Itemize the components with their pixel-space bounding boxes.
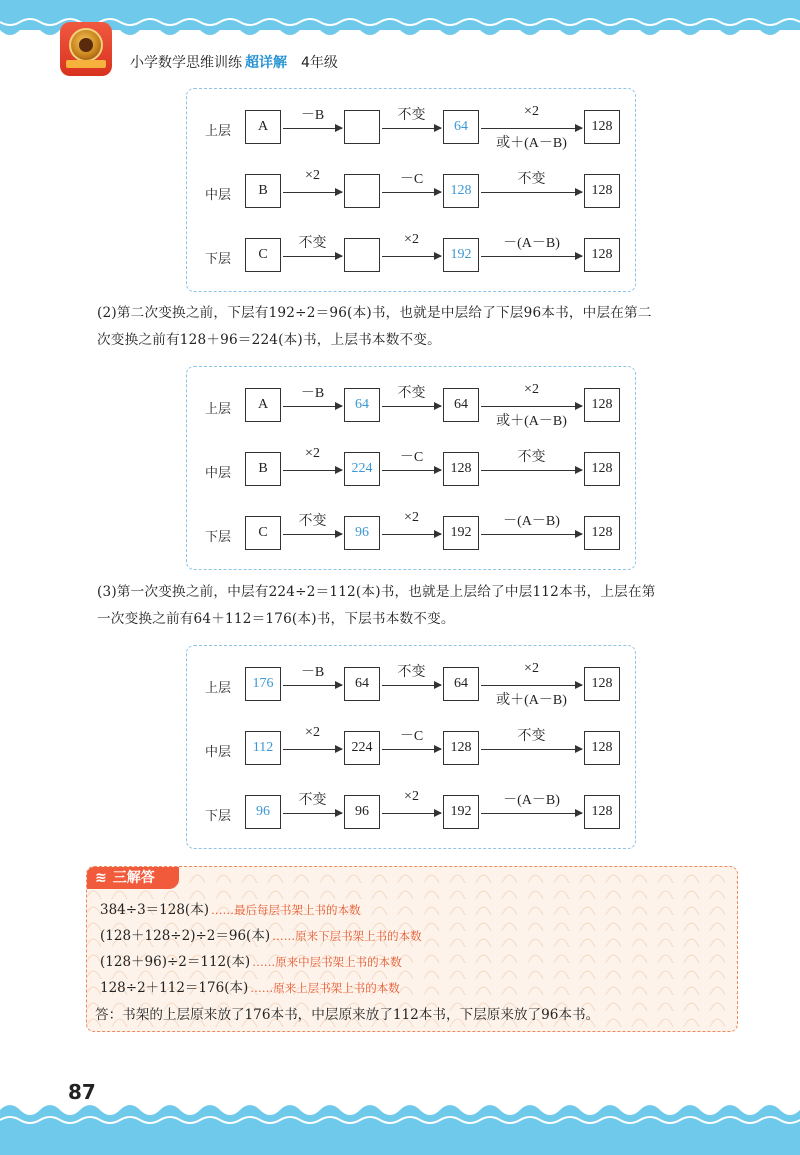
operation-alt-label: 或＋(A－B) (496, 414, 567, 429)
arrow-right-icon (283, 192, 342, 193)
value-box: 64 (443, 667, 479, 701)
value-box: C (245, 516, 281, 550)
arrow-right-icon (481, 128, 582, 129)
value-box: A (245, 388, 281, 422)
arrow-right-icon (382, 470, 441, 471)
value-box: 128 (584, 731, 620, 765)
operation-label: －B (300, 108, 325, 123)
answer-section-tag (87, 867, 179, 889)
value-box: 128 (584, 238, 620, 272)
flow-row (187, 104, 637, 151)
value-box: 64 (443, 110, 479, 144)
value-box: 64 (344, 667, 380, 701)
value-box: 96 (344, 516, 380, 550)
arrow-right-icon (382, 406, 441, 407)
value-box: 96 (344, 795, 380, 829)
row-label: 下层 (205, 530, 232, 545)
row-label: 上层 (205, 402, 232, 417)
value-box (344, 110, 380, 144)
value-box (344, 238, 380, 272)
value-box: 128 (584, 110, 620, 144)
waves-icon: ≋ (95, 870, 107, 886)
value-box: 64 (443, 388, 479, 422)
ribbon-icon (66, 60, 106, 68)
operation-label: ×2 (305, 446, 320, 461)
medal-icon (69, 28, 103, 62)
arrow-right-icon (481, 192, 582, 193)
arrow-right-icon (283, 685, 342, 686)
arrow-right-icon (283, 534, 342, 535)
step-2-text (97, 300, 757, 354)
calc-note: ……最后每层书架上书的本数 (210, 903, 361, 917)
value-box: 176 (245, 667, 281, 701)
grade-label: 4年级 (301, 55, 338, 71)
row-label: 中层 (205, 188, 232, 203)
arrow-right-icon (481, 685, 582, 686)
row-label: 下层 (205, 252, 232, 267)
calc-line (100, 924, 422, 944)
value-box: 224 (344, 731, 380, 765)
arrow-right-icon (283, 470, 342, 471)
arrow-right-icon (481, 470, 582, 471)
flow-row (187, 446, 637, 490)
arrow-right-icon (382, 192, 441, 193)
value-box: A (245, 110, 281, 144)
calc-expression: 128÷2＋112＝176(本) (100, 980, 249, 996)
arrow-right-icon (283, 813, 342, 814)
value-box: 192 (443, 516, 479, 550)
value-box: 128 (443, 452, 479, 486)
diagram-panel-1 (186, 88, 636, 292)
value-box: 128 (584, 516, 620, 550)
series-title: 小学数学思维训练 (130, 55, 242, 71)
page-number: 87 (68, 1080, 96, 1104)
operation-label: －(A－B) (503, 236, 560, 251)
value-box: 112 (245, 731, 281, 765)
operation-label: －B (300, 386, 325, 401)
flow-row (187, 382, 637, 429)
calc-line (100, 976, 400, 996)
operation-label: ×2 (404, 789, 419, 804)
calc-expression: (128＋128÷2)÷2＝96(本) (100, 928, 271, 944)
operation-label: ×2 (404, 232, 419, 247)
calc-expression: 384÷3＝128(本) (100, 902, 209, 918)
operation-label: 不变 (517, 172, 546, 187)
step-3-line-1: (3)第一次变换之前，中层有224÷2＝112(本)书，也就是上层给了中层112本书，上层在第 (97, 584, 656, 600)
arrow-right-icon (283, 128, 342, 129)
answer-section-title: 三解答 (112, 870, 155, 886)
operation-label: －(A－B) (503, 514, 560, 529)
operation-label: 不变 (397, 108, 426, 123)
value-box: B (245, 452, 281, 486)
value-box: 128 (443, 174, 479, 208)
series-highlight: 超详解 (245, 55, 287, 71)
operation-label: ×2 (524, 661, 539, 676)
value-box: 192 (443, 238, 479, 272)
row-label: 中层 (205, 466, 232, 481)
operation-label: ×2 (305, 168, 320, 183)
operation-label: －C (399, 172, 424, 187)
operation-label: ×2 (404, 510, 419, 525)
operation-label: －B (300, 665, 325, 680)
operation-label: 不变 (397, 665, 426, 680)
value-box: 128 (443, 731, 479, 765)
operation-label: －(A－B) (503, 793, 560, 808)
calc-note: ……原来上层书架上书的本数 (250, 981, 400, 995)
operation-label: ×2 (524, 104, 539, 119)
row-label: 下层 (205, 809, 232, 824)
arrow-right-icon (382, 256, 441, 257)
value-box: 128 (584, 174, 620, 208)
value-box (344, 174, 380, 208)
arrow-right-icon (283, 406, 342, 407)
row-label: 上层 (205, 124, 232, 139)
arrow-right-icon (481, 749, 582, 750)
operation-alt-label: 或＋(A－B) (496, 693, 567, 708)
operation-alt-label: 或＋(A－B) (496, 136, 567, 151)
flow-row (187, 510, 637, 554)
value-box: 192 (443, 795, 479, 829)
operation-label: ×2 (305, 725, 320, 740)
diagram-panel-2 (186, 366, 636, 570)
operation-label: 不变 (397, 386, 426, 401)
arrow-right-icon (382, 749, 441, 750)
flow-row (187, 789, 637, 833)
step-3-text (97, 579, 757, 633)
book-series-logo (60, 22, 112, 76)
value-box: B (245, 174, 281, 208)
step-2-line-2: 次变换之前有128＋96＝224(本)书，上层书本数不变。 (97, 332, 441, 348)
arrow-right-icon (481, 813, 582, 814)
value-box: 96 (245, 795, 281, 829)
calc-note: ……原来下层书架上书的本数 (272, 929, 422, 943)
value-box: 128 (584, 388, 620, 422)
arrow-right-icon (382, 128, 441, 129)
top-wave-banner (0, 0, 800, 46)
value-box: 128 (584, 795, 620, 829)
calc-line (100, 898, 360, 918)
operation-label: 不变 (517, 450, 546, 465)
operation-label: 不变 (298, 514, 327, 529)
value-box: C (245, 238, 281, 272)
operation-label: ×2 (524, 382, 539, 397)
value-box: 128 (584, 667, 620, 701)
arrow-right-icon (382, 813, 441, 814)
running-header (130, 52, 338, 72)
row-label: 上层 (205, 681, 232, 696)
step-3-line-2: 一次变换之前有64＋112＝176(本)书，下层书本数不变。 (97, 611, 455, 627)
diagram-panel-3 (186, 645, 636, 849)
flow-row (187, 661, 637, 708)
flow-row (187, 725, 637, 769)
value-box: 64 (344, 388, 380, 422)
row-label: 中层 (205, 745, 232, 760)
value-box: 224 (344, 452, 380, 486)
arrow-right-icon (382, 685, 441, 686)
answer-section (86, 866, 738, 1032)
operation-label: 不变 (298, 793, 327, 808)
flow-row (187, 232, 637, 276)
final-answer: 答：书架的上层原来放了176本书，中层原来放了112本书，下层原来放了96本书。 (95, 1007, 600, 1023)
arrow-right-icon (481, 406, 582, 407)
flow-row (187, 168, 637, 212)
calc-expression: (128＋96)÷2＝112(本) (100, 954, 251, 970)
operation-label: －C (399, 450, 424, 465)
arrow-right-icon (481, 256, 582, 257)
operation-label: －C (399, 729, 424, 744)
calc-note: ……原来中层书架上书的本数 (252, 955, 402, 969)
operation-label: 不变 (298, 236, 327, 251)
arrow-right-icon (283, 256, 342, 257)
value-box: 128 (584, 452, 620, 486)
step-2-line-1: (2)第二次变换之前，下层有192÷2＝96(本)书，也就是中层给了下层96本书，中层在第二 (97, 305, 652, 321)
bottom-wave-banner (0, 1090, 800, 1155)
calc-line (100, 950, 402, 970)
arrow-right-icon (382, 534, 441, 535)
arrow-right-icon (283, 749, 342, 750)
operation-label: 不变 (517, 729, 546, 744)
arrow-right-icon (481, 534, 582, 535)
